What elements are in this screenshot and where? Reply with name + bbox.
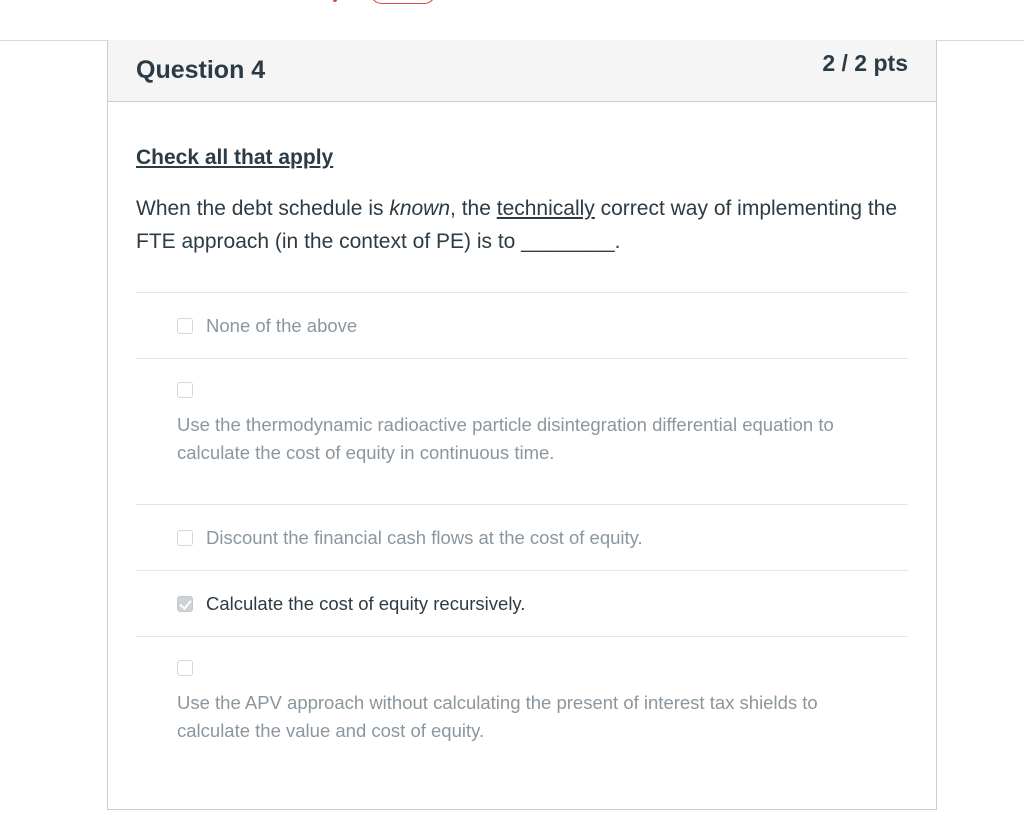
answer-checkbox[interactable] <box>177 318 193 334</box>
answer-list <box>136 292 908 778</box>
answer-label: Use the APV approach without calculating the present of interest tax shields to calculate the value and cost of equity. <box>177 692 818 741</box>
answer-label: Discount the financial cash flows at the cost of equity. <box>206 527 643 548</box>
question-points: 2 / 2 pts <box>822 50 908 76</box>
question-title: Question 4 <box>136 56 266 84</box>
prompt-text: correct way of implementing the FTE approach (in the context of PE) is to ________. <box>136 197 898 253</box>
answer-option[interactable] <box>136 504 908 570</box>
answer-checkbox[interactable] <box>177 530 193 546</box>
answer-option[interactable] <box>136 636 908 778</box>
answer-label: None of the above <box>206 315 358 336</box>
flag-icon <box>333 0 337 2</box>
prompt-underlined: technically <box>496 197 595 220</box>
answer-option[interactable] <box>136 358 908 504</box>
prompt-italic: known <box>389 197 451 220</box>
question-header <box>108 40 936 102</box>
answer-checkbox-checked[interactable] <box>177 596 193 612</box>
prompt-text: When the debt schedule is <box>136 197 390 220</box>
answer-checkbox[interactable] <box>177 660 193 676</box>
answer-label: Calculate the cost of equity recursively. <box>206 593 526 614</box>
prompt-text: , the <box>450 197 497 220</box>
question-card <box>107 40 937 810</box>
answer-option[interactable] <box>136 570 908 636</box>
status-pill <box>370 0 436 4</box>
answer-option[interactable] <box>136 292 908 358</box>
answer-checkbox[interactable] <box>177 382 193 398</box>
question-prompt <box>136 192 916 258</box>
top-toolbar-cutoff <box>0 0 1024 40</box>
question-instruction: Check all that apply <box>136 146 334 169</box>
answer-label: Use the thermodynamic radioactive particle disintegration differential equation to calculate the cost of equity in continuous time. <box>177 414 834 463</box>
